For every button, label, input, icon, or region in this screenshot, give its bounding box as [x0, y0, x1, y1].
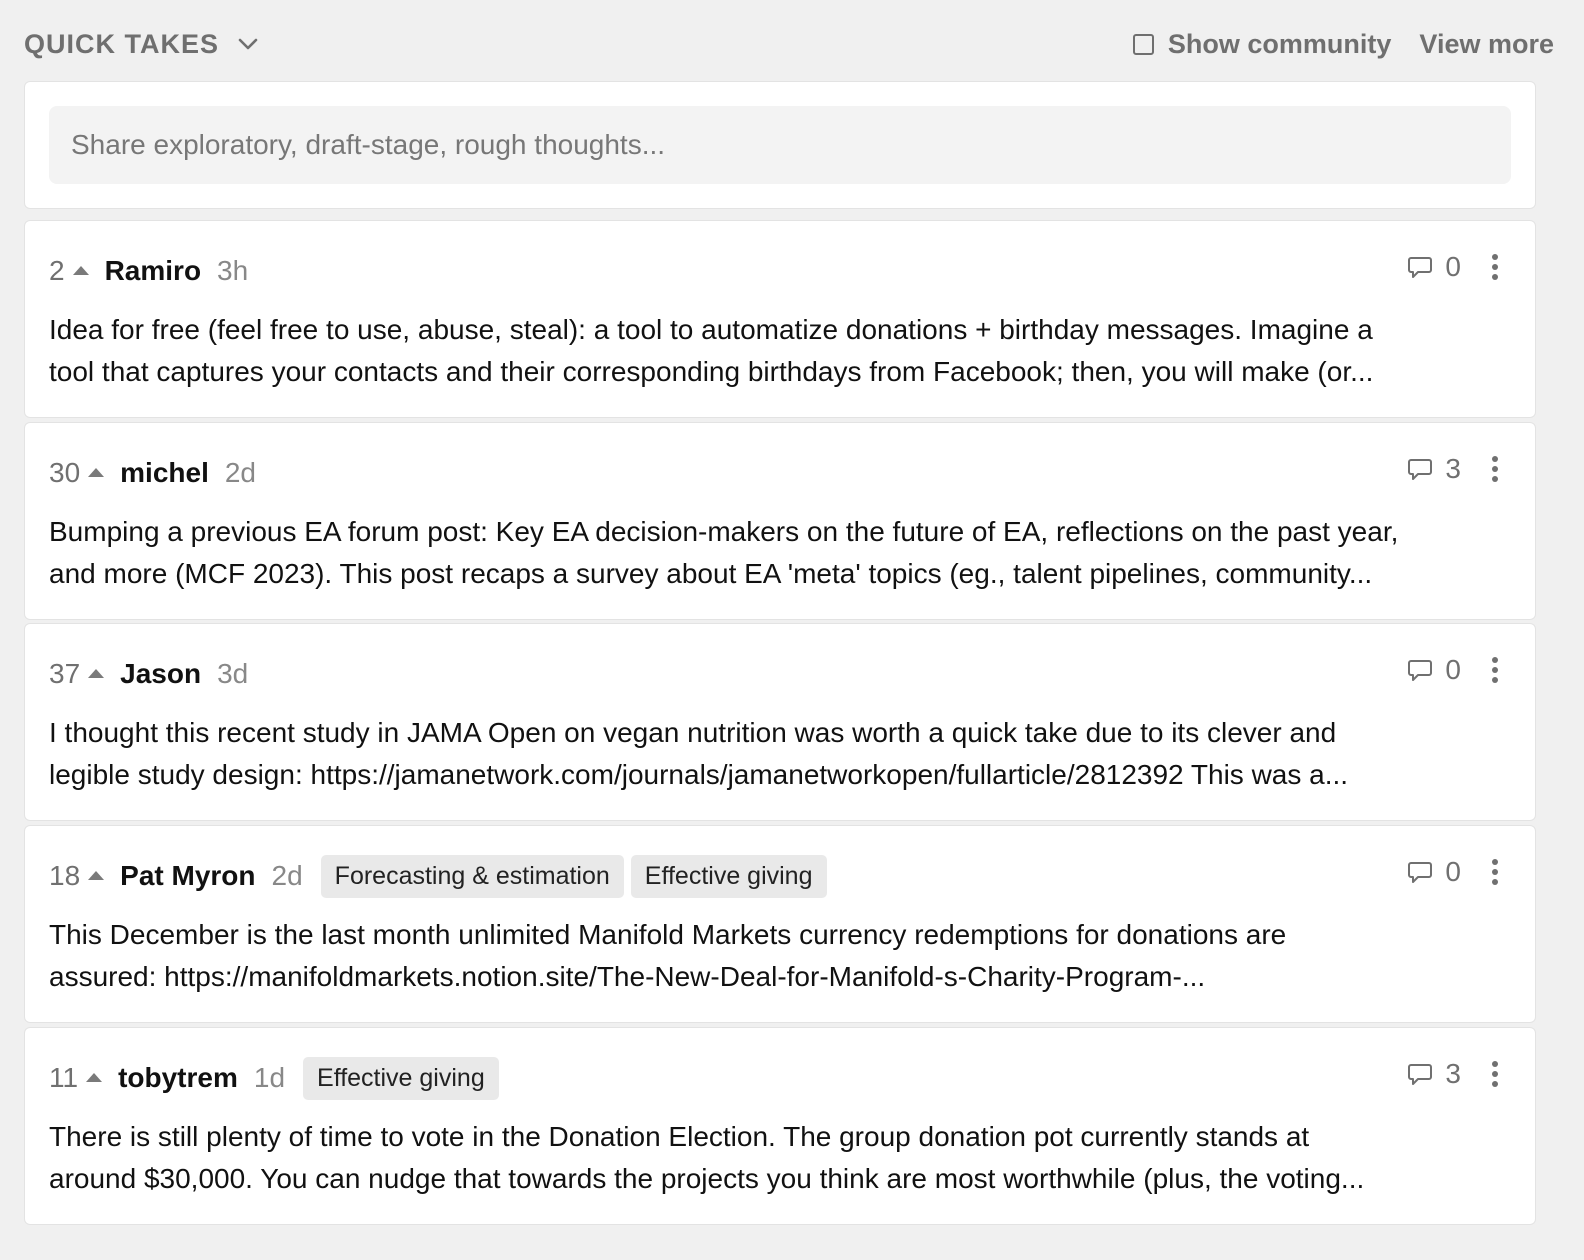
karma-score: 30	[49, 457, 81, 488]
comment-icon	[1407, 1061, 1433, 1087]
show-community-label[interactable]: Show community	[1167, 28, 1392, 59]
take-body[interactable]	[49, 309, 1511, 393]
more-options-icon[interactable]	[1483, 652, 1507, 688]
author-name[interactable]: Pat Myron	[120, 860, 256, 891]
author-name[interactable]: Jason	[120, 658, 202, 689]
take-body-line: I thought this recent study in JAMA Open on vegan nutrition was worth a quick take due to its clever and	[49, 717, 1337, 748]
comment-count: 0	[1445, 856, 1461, 887]
topic-tag[interactable]: Effective giving	[303, 1057, 499, 1100]
post-age: 2d	[271, 860, 303, 891]
take-meta-row	[49, 654, 266, 694]
comment-count: 0	[1445, 654, 1461, 685]
upvote-icon[interactable]	[88, 871, 104, 880]
take-meta-row	[49, 856, 834, 896]
take-body-line: Idea for free (feel free to use, abuse, steal): a tool to automatize donations + birthday messages. Imagine a	[49, 314, 1373, 345]
post-age: 1d	[253, 1062, 286, 1093]
take-body[interactable]	[49, 914, 1511, 998]
more-options-icon[interactable]	[1483, 854, 1507, 890]
quick-take-card[interactable]	[24, 422, 1536, 620]
topic-tag[interactable]: Forecasting & estimation	[321, 855, 624, 898]
topic-tag[interactable]: Effective giving	[631, 855, 827, 898]
comment-icon	[1407, 254, 1433, 280]
take-body-line: and more (MCF 2023). This post recaps a survey about EA 'meta' topics (eg., talent pipelines, community...	[49, 558, 1373, 589]
post-age: 2d	[224, 457, 257, 488]
comment-icon	[1407, 859, 1433, 885]
take-body-line: tool that captures your contacts and their corresponding birthdays from Facebook; then, you will make (or...	[49, 356, 1374, 387]
take-body-line: Bumping a previous EA forum post: Key EA decision-makers on the future of EA, reflections on the past year,	[49, 516, 1399, 547]
upvote-icon[interactable]	[88, 468, 104, 477]
post-age: 3h	[217, 255, 249, 286]
show-community-toggle[interactable]	[1133, 29, 1392, 60]
karma-score: 37	[49, 658, 81, 689]
comment-icon	[1407, 456, 1433, 482]
take-body-line: around $30,000. You can nudge that towards the projects you think are most worthwhile (plus, the voting...	[49, 1163, 1365, 1194]
upvote-icon[interactable]	[88, 669, 104, 678]
take-controls	[1407, 249, 1507, 285]
take-meta-row	[49, 1058, 506, 1098]
header-actions	[1133, 29, 1554, 60]
karma-score: 2	[49, 255, 65, 286]
quick-take-card[interactable]	[24, 1027, 1536, 1225]
comments-button[interactable]	[1407, 453, 1461, 485]
upvote-icon[interactable]	[73, 266, 89, 275]
take-body[interactable]	[49, 712, 1511, 796]
upvote-icon[interactable]	[86, 1073, 102, 1082]
show-community-checkbox[interactable]	[1133, 34, 1154, 55]
more-options-icon[interactable]	[1483, 1056, 1507, 1092]
comments-button[interactable]	[1407, 654, 1461, 686]
take-body-line: legible study design: https://jamanetwork.com/journals/jamanetworkopen/fullarticle/2812392 This was a...	[49, 759, 1349, 790]
take-body-line: This December is the last month unlimited Manifold Markets currency redemptions for donations are	[49, 919, 1287, 950]
quick-take-composer	[24, 81, 1536, 209]
author-name[interactable]: michel	[120, 457, 209, 488]
section-title: QUICK TAKES	[24, 28, 220, 59]
karma-score: 18	[49, 860, 81, 891]
comments-button[interactable]	[1407, 251, 1461, 283]
more-options-icon[interactable]	[1483, 249, 1507, 285]
take-meta-row	[49, 453, 274, 493]
quick-take-card[interactable]	[24, 220, 1536, 418]
section-title-group	[24, 27, 265, 61]
karma-score: 11	[49, 1062, 79, 1093]
take-controls	[1407, 652, 1507, 688]
take-controls	[1407, 854, 1507, 890]
comments-button[interactable]	[1407, 1058, 1461, 1090]
author-name[interactable]: Ramiro	[104, 255, 202, 286]
take-body-line: There is still plenty of time to vote in the Donation Election. The group donation pot currently stands at	[49, 1121, 1310, 1152]
take-meta-row	[49, 251, 266, 291]
comment-count: 3	[1445, 1058, 1461, 1089]
more-options-icon[interactable]	[1483, 451, 1507, 487]
comments-button[interactable]	[1407, 856, 1461, 888]
author-name[interactable]: tobytrem	[118, 1062, 238, 1093]
comment-count: 0	[1445, 251, 1461, 282]
take-controls	[1407, 1056, 1507, 1092]
quick-take-card[interactable]	[24, 825, 1536, 1023]
quick-take-input[interactable]	[49, 106, 1511, 184]
quick-takes-header	[24, 20, 1554, 68]
post-age: 3d	[217, 658, 249, 689]
take-body[interactable]	[49, 1116, 1511, 1200]
quick-take-card[interactable]	[24, 623, 1536, 821]
comment-icon	[1407, 657, 1433, 683]
take-controls	[1407, 451, 1507, 487]
comment-count: 3	[1445, 453, 1461, 484]
view-more-link[interactable]: View more	[1419, 28, 1554, 59]
take-body[interactable]	[49, 511, 1511, 595]
take-body-line: assured: https://manifoldmarkets.notion.site/The-New-Deal-for-Manifold-s-Charity-Program-...	[49, 961, 1206, 992]
chevron-down-icon[interactable]	[231, 27, 265, 61]
